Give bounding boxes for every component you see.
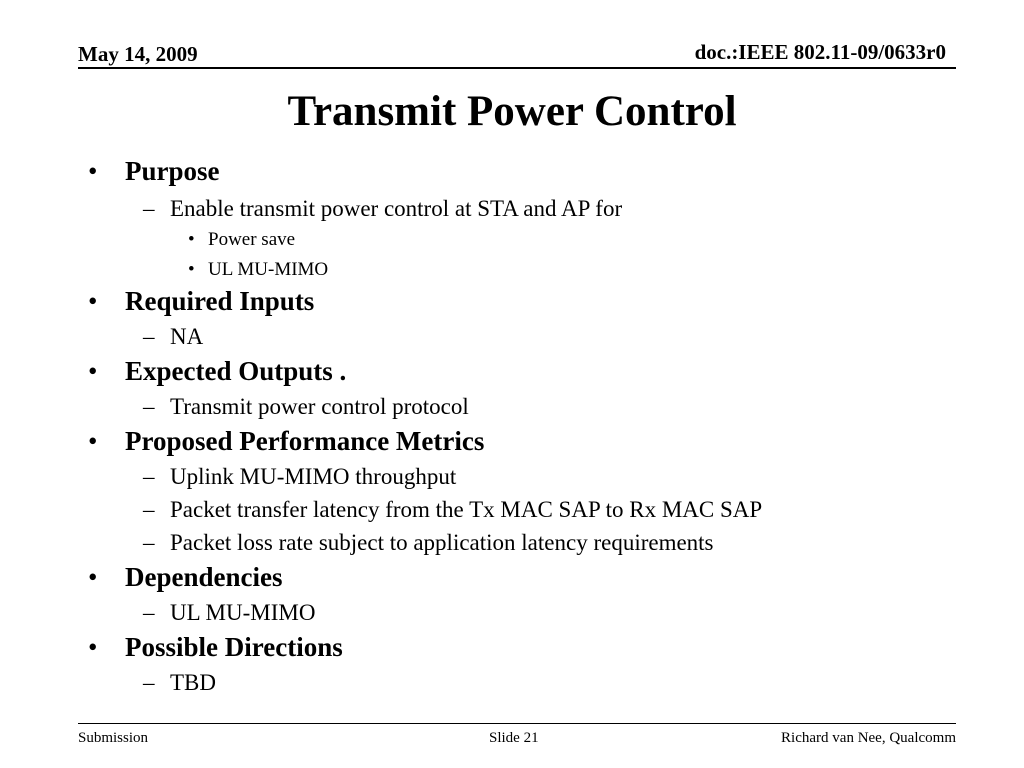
bullet-label-possible-directions: Possible Directions: [125, 632, 343, 662]
footer-slide-number: Slide 21: [489, 730, 539, 746]
sub-item-text: Enable transmit power control at STA and AP for: [170, 196, 623, 221]
bullet-label-required-inputs: Required Inputs: [125, 286, 315, 316]
footer-author: Richard van Nee, Qualcomm: [781, 730, 956, 746]
sub-item-text: Uplink MU-MIMO throughput: [170, 464, 457, 489]
dash-marker: –: [143, 670, 155, 695]
bullet-marker: •: [88, 426, 98, 456]
sub-item-text: UL MU-MIMO: [170, 600, 316, 625]
bullet-marker: •: [188, 229, 195, 250]
header-date: May 14, 2009: [78, 42, 198, 66]
bullet-marker: •: [188, 259, 195, 280]
dash-marker: –: [143, 530, 155, 555]
sub-item-text: TBD: [170, 670, 216, 695]
bullet-marker: •: [88, 286, 98, 316]
sub-item-text: Packet loss rate subject to application latency requirements: [170, 530, 714, 555]
bullet-label-expected-outputs: Expected Outputs .: [125, 356, 347, 386]
sub-sub-item-text: UL MU-MIMO: [208, 259, 329, 280]
bullet-label-performance-metrics: Proposed Performance Metrics: [125, 426, 485, 456]
sub-item-text: Transmit power control protocol: [170, 394, 469, 419]
bullet-label-dependencies: Dependencies: [125, 562, 283, 592]
dash-marker: –: [143, 394, 155, 419]
header-doc-id: doc.:IEEE 802.11-09/0633r0: [694, 40, 946, 64]
dash-marker: –: [143, 464, 155, 489]
bullet-marker: •: [88, 562, 98, 592]
dash-marker: –: [143, 196, 155, 221]
footer-submission: Submission: [78, 730, 149, 746]
bullet-label-purpose: Purpose: [125, 156, 220, 186]
header-divider: [78, 67, 956, 69]
bullet-marker: •: [88, 156, 98, 186]
dash-marker: –: [143, 497, 155, 522]
sub-sub-item-text: Power save: [208, 229, 296, 250]
bullet-marker: •: [88, 632, 98, 662]
dash-marker: –: [143, 600, 155, 625]
slide-title: Transmit Power Control: [287, 88, 737, 135]
sub-item-text: Packet transfer latency from the Tx MAC SAP to Rx MAC SAP: [170, 497, 763, 522]
sub-item-text: NA: [170, 324, 204, 349]
footer-divider: [78, 723, 956, 724]
dash-marker: –: [143, 324, 155, 349]
bullet-marker: •: [88, 356, 98, 386]
